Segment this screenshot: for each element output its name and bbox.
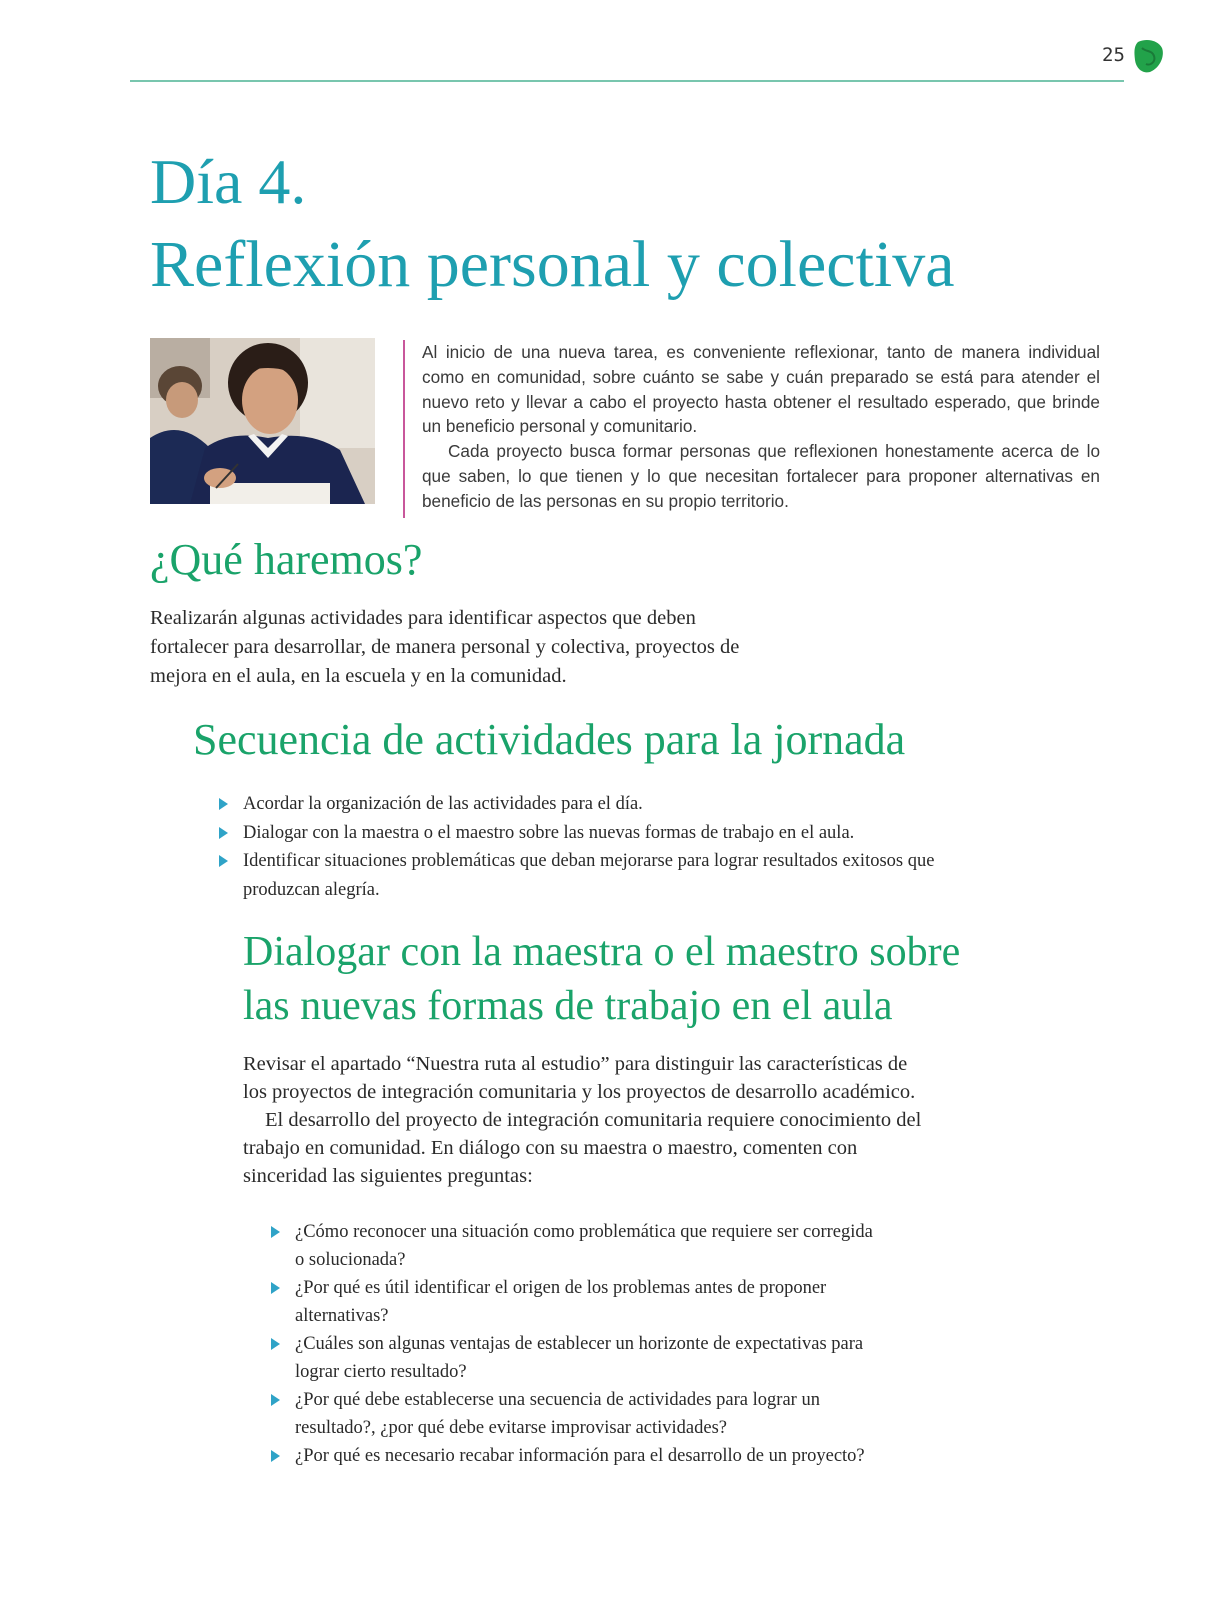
intro-paragraph: Al inicio de una nueva tarea, es conveniente reflexionar, tanto de manera individual como en comunidad, sobre cuánto se sabe y cuán preparado se está para atender el nuevo reto y llevar a cabo el proyecto hasta obtener el resultado esperado, que brinde un beneficio personal y comunitario. <box>422 342 1100 437</box>
intro-accent-rule <box>403 340 405 518</box>
triangle-bullet-icon <box>271 1338 280 1350</box>
triangle-bullet-icon <box>219 855 228 867</box>
list-item <box>271 1442 881 1470</box>
triangle-bullet-icon <box>271 1226 280 1238</box>
intro-text <box>422 340 1100 514</box>
question-text: ¿Por qué es útil identificar el origen de los problemas antes de proponer alternativas? <box>295 1278 827 1326</box>
list-item <box>219 819 939 848</box>
list-item <box>219 847 939 904</box>
section-heading-secuencia: Secuencia de actividades para la jornada <box>193 715 906 764</box>
que-haremos-text: Realizarán algunas actividades para identificar aspectos que deben fortalecer para desarrollar, de manera personal y colectiva, proyectos de mejora en el aula, en la escuela y en la comunidad. <box>150 607 740 687</box>
question-text: ¿Por qué debe establecerse una secuencia de actividades para lograr un resultado?, ¿por qué debe evitarse improvisar actividades? <box>295 1390 820 1438</box>
question-text: ¿Cuáles son algunas ventajas de establecer un horizonte de expectativas para lograr cierto resultado? <box>295 1334 864 1382</box>
triangle-bullet-icon <box>219 798 228 810</box>
list-item <box>271 1386 881 1442</box>
list-item-text: Identificar situaciones problemáticas que deban mejorarse para lograr resultados exitosos que produzcan alegría. <box>243 851 935 900</box>
list-item-text: Dialogar con la maestra o el maestro sobre las nuevas formas de trabajo en el aula. <box>243 822 855 843</box>
triangle-bullet-icon <box>271 1394 280 1406</box>
questions-list <box>271 1218 881 1470</box>
page-title: Reflexión personal y colectiva <box>150 228 955 301</box>
list-item <box>271 1330 881 1386</box>
student-writing-photo <box>150 338 375 504</box>
green-leaf-icon <box>1132 38 1164 74</box>
activity-sequence-list <box>219 790 939 904</box>
section-heading-que-haremos: ¿Qué haremos? <box>150 535 423 584</box>
list-item-text: Acordar la organización de las actividades para el día. <box>243 794 643 814</box>
list-item <box>271 1274 881 1330</box>
page-number: 25 <box>1102 44 1125 66</box>
header-rule <box>130 80 1124 82</box>
list-item <box>219 790 939 819</box>
triangle-bullet-icon <box>271 1282 280 1294</box>
dialogar-text <box>243 1050 933 1190</box>
triangle-bullet-icon <box>219 827 228 839</box>
section-heading-dialogar: Dialogar con la maestra o el maestro sobre las nuevas formas de trabajo en el aula <box>243 929 961 1029</box>
intro-paragraph: Cada proyecto busca formar personas que reflexionen honestamente acerca de lo que saben, lo que tienen y lo que necesitan fortalecer para proponer alternativas en beneficio de las personas en su propio territorio. <box>422 441 1100 511</box>
day-title: Día 4. <box>150 146 307 217</box>
dialogar-paragraph: Revisar el apartado “Nuestra ruta al estudio” para distinguir las características de los proyectos de integración comunitaria y los proyectos de desarrollo académico. <box>243 1053 916 1103</box>
list-item <box>271 1218 881 1274</box>
question-text: ¿Cómo reconocer una situación como problemática que requiere ser corregida o solucionada? <box>295 1222 873 1270</box>
dialogar-paragraph: El desarrollo del proyecto de integración comunitaria requiere conocimiento del trabajo en comunidad. En diálogo con su maestra o maestro, comenten con sinceridad las siguientes preguntas: <box>243 1109 922 1187</box>
triangle-bullet-icon <box>271 1450 280 1462</box>
question-text: ¿Por qué es necesario recabar información para el desarrollo de un proyecto? <box>295 1446 865 1466</box>
